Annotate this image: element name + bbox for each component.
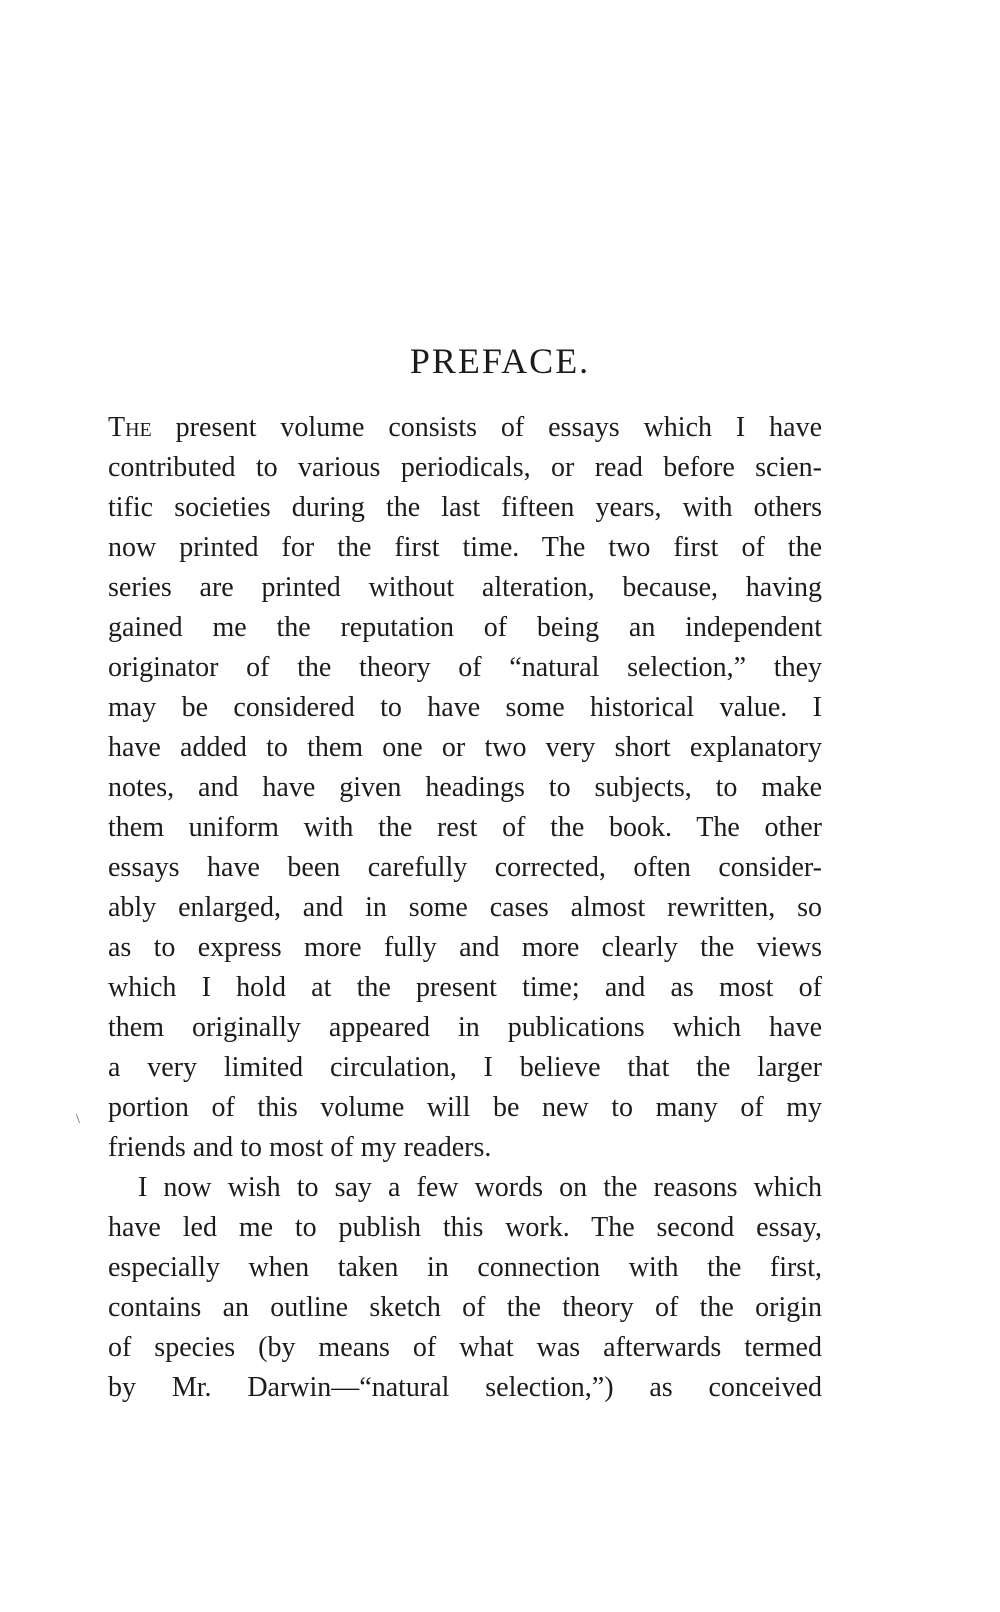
preface-text xyxy=(108,408,822,1408)
paragraph-line xyxy=(108,408,822,448)
paragraph-line: them originally appeared in publications which have xyxy=(108,1012,822,1043)
paragraph-line: I now wish to say a few words on the reasons which xyxy=(138,1172,822,1203)
paragraph-line: friends and to most of my readers. xyxy=(108,1132,492,1163)
paragraph-1 xyxy=(108,408,822,1168)
paragraph-line: essays have been carefully corrected, often consider- xyxy=(108,852,822,883)
paragraph-line: especially when taken in connection with the first, xyxy=(108,1252,822,1283)
paragraph-line: a very limited circulation, I believe that the larger xyxy=(108,1052,822,1083)
paragraph-line: of species (by means of what was afterwards termed xyxy=(108,1332,822,1363)
paragraph-line: by Mr. Darwin—“natural selection,”) as conceived xyxy=(108,1372,822,1403)
paragraph-line: contains an outline sketch of the theory of the origin xyxy=(108,1292,822,1323)
paragraph-line: ably enlarged, and in some cases almost rewritten, so xyxy=(108,892,822,923)
paragraph-line: portion of this volume will be new to many of my xyxy=(108,1092,822,1123)
line-text: present volume consists of essays which I have xyxy=(151,412,822,443)
paragraph-line: notes, and have given headings to subjects, to make xyxy=(108,772,822,803)
paragraph-line: which I hold at the present time; and as most of xyxy=(108,972,822,1003)
paragraph-line: may be considered to have some historical value. I xyxy=(108,692,822,723)
page-title: PREFACE. xyxy=(409,341,591,381)
drop-word: The xyxy=(108,412,152,443)
paragraph-line: gained me the reputation of being an independent xyxy=(108,612,822,643)
paragraph-line: have added to them one or two very short explanatory xyxy=(108,732,822,763)
paragraph-line: as to express more fully and more clearly the views xyxy=(108,932,822,963)
paragraph-line: now printed for the first time. The two first of the xyxy=(108,532,822,563)
paragraph-line: them uniform with the rest of the book. The other xyxy=(108,812,822,843)
paragraph-line: have led me to publish this work. The second essay, xyxy=(108,1212,822,1243)
paragraph-line: originator of the theory of “natural selection,” they xyxy=(108,652,822,683)
paragraph-line: tific societies during the last fifteen years, with others xyxy=(108,492,822,523)
margin-mark: \ xyxy=(76,1112,80,1127)
paragraph-line: series are printed without alteration, because, having xyxy=(108,572,822,603)
paragraph-line: contributed to various periodicals, or read before scien- xyxy=(108,452,822,483)
paragraph-2 xyxy=(108,1168,822,1408)
